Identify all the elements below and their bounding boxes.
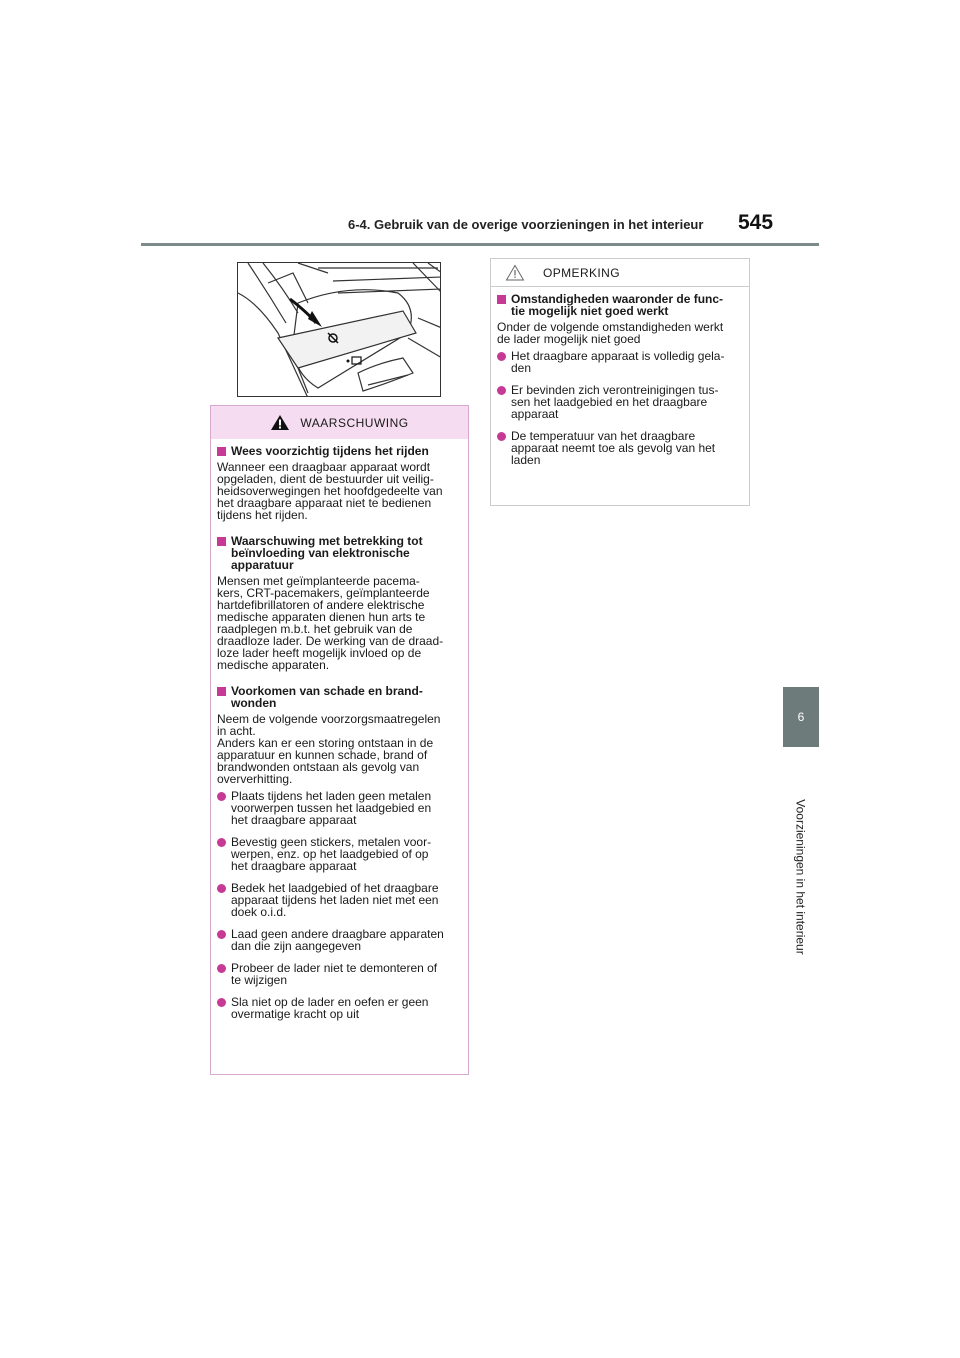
list-item-text: Bevestig geen stickers, metalen voor- werpen, enz. op het laadgebied of op het draagbare apparaat — [231, 835, 432, 873]
header-divider — [141, 243, 819, 246]
section-heading: Wees voorzichtig tijdens het rijden — [231, 444, 429, 458]
list-item-text: Bedek het laadgebied of het draagbare apparaat tijdens het laden niet met een doek o.i.d. — [231, 881, 439, 919]
caution-outline-icon — [505, 264, 525, 281]
chapter-label — [783, 757, 819, 997]
notice-title: OPMERKING — [543, 265, 620, 280]
list-item — [217, 882, 460, 918]
list-item-text: Probeer de lader niet te demonteren of te wijzigen — [231, 961, 438, 987]
section-heading: Omstandigheden waaronder de func- tie mogelijk niet goed werkt — [511, 292, 724, 318]
list-item-text: Sla niet op de lader en oefen er geen overmatige kracht op uit — [231, 995, 429, 1021]
section-heading: Waarschuwing met betrekking tot beïnvloeding van elektronische apparatuur — [231, 534, 423, 572]
charger-drawing — [238, 263, 441, 397]
page-number: 545 — [738, 211, 774, 234]
square-bullet-icon — [217, 537, 226, 546]
warning-box — [210, 405, 469, 1075]
list-item — [497, 350, 741, 374]
warning-section — [217, 445, 460, 521]
list-item — [217, 928, 460, 952]
list-item — [217, 790, 460, 826]
square-bullet-icon — [217, 447, 226, 456]
warning-title: WAARSCHUWING — [300, 415, 409, 430]
square-bullet-icon — [217, 687, 226, 696]
section-text: Wanneer een draagbaar apparaat wordt opgeladen, dient de bestuurder uit veilig- heidsoverwegingen het hoofdgedeelte van het draagbare apparaat niet te bedienen tijdens het rijden. — [217, 460, 443, 522]
chapter-label-text: Voorzieningen in het interieur — [794, 799, 808, 955]
list-item — [217, 996, 460, 1020]
list-item-text: Laad geen andere draagbare apparaten dan die zijn aangegeven — [231, 927, 444, 953]
round-bullet-icon — [217, 792, 226, 801]
round-bullet-icon — [217, 930, 226, 939]
notice-section — [497, 293, 741, 466]
round-bullet-icon — [217, 964, 226, 973]
notice-box — [490, 258, 750, 506]
round-bullet-icon — [497, 352, 506, 361]
round-bullet-icon — [497, 432, 506, 441]
round-bullet-icon — [217, 884, 226, 893]
list-item-text: Er bevinden zich verontreinigingen tus- sen het laadgebied en het draagbare apparaat — [511, 383, 719, 421]
round-bullet-icon — [217, 998, 226, 1007]
warning-triangle-icon — [270, 414, 290, 431]
section-text: Mensen met geïmplanteerde pacema- kers, CRT-pacemakers, geïmplanteerde hartdefibrillatoren of andere elektrische medische apparaten dienen hun arts te raadplegen m.b.t. het gebruik van de draadloze lader. De werking van de draad- loze lader heeft mogelijk invloed op de medische apparaten. — [217, 574, 444, 672]
round-bullet-icon — [217, 838, 226, 847]
chapter-number: 6 — [797, 710, 805, 724]
warning-header — [211, 406, 468, 439]
section-text: Onder de volgende omstandigheden werkt de lader mogelijk niet goed — [497, 320, 724, 346]
section-heading: Voorkomen van schade en brand- wonden — [231, 684, 423, 710]
list-item — [217, 836, 460, 872]
warning-section — [217, 685, 460, 1020]
round-bullet-icon — [497, 386, 506, 395]
notice-header — [491, 259, 749, 287]
list-item — [497, 384, 741, 420]
bullet-list — [217, 790, 460, 1020]
list-item — [217, 962, 460, 986]
list-item-text: De temperatuur van het draagbare apparaat neemt toe als gevolg van het laden — [511, 429, 716, 467]
list-item-text: Het draagbare apparaat is volledig gela- den — [511, 349, 725, 375]
wireless-charger-illustration — [237, 262, 441, 397]
bullet-list — [497, 350, 741, 466]
list-item-text: Plaats tijdens het laden geen metalen voorwerpen tussen het laadgebied en het draagbare apparaat — [231, 789, 432, 827]
list-item — [497, 430, 741, 466]
square-bullet-icon — [497, 295, 506, 304]
chapter-tab[interactable] — [783, 687, 819, 747]
section-title: 6-4. Gebruik van de overige voorzieningen in het interieur — [348, 217, 704, 232]
section-text: Neem de volgende voorzorgsmaatregelen in acht. Anders kan er een storing ontstaan in de apparatuur en kunnen schade, brand of brandwonden ontstaan als gevolg van oververhitting. — [217, 712, 441, 786]
warning-section — [217, 535, 460, 671]
